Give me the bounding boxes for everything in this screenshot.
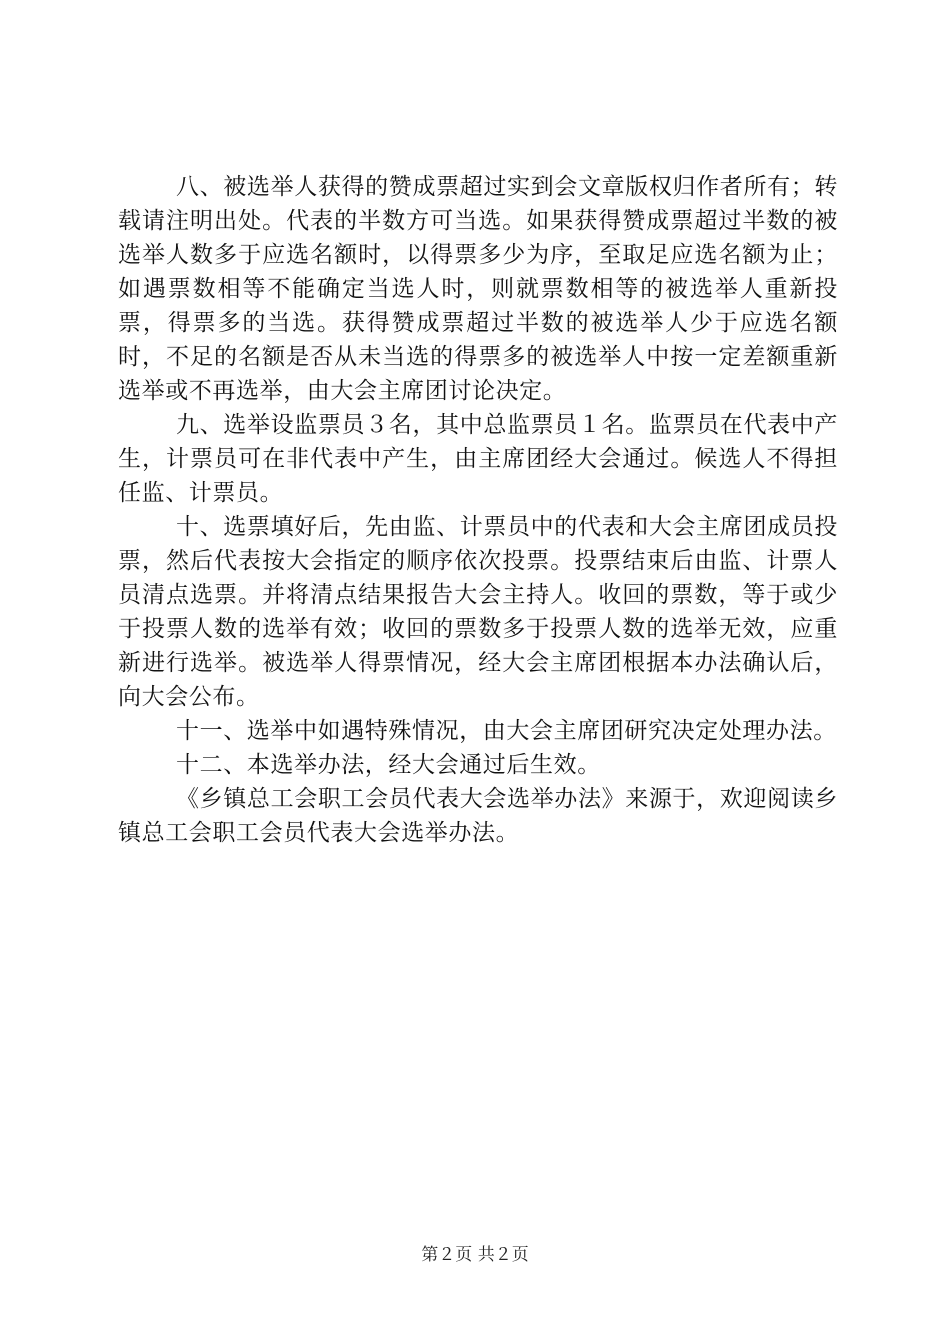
paragraph-article-8: 八、被选举人获得的赞成票超过实到会文章版权归作者所有；转载请注明出处。代表的半数方可当选。如果获得赞成票超过半数的被选举人数多于应选名额时，以得票多少为序，至取足应选名额为止；如遇票数相等不能确定当选人时，则就票数相等的被选举人重新投票，得票多的当选。获得赞成票超过半数的被选举人少于应选名额时，不足的名额是否从未当选的得票多的被选举人中按一定差额重新选举或不再选举，由大会主席团讨论决定。 — [118, 174, 838, 404]
paragraph-article-12: 十二、本选举办法，经大会通过后生效。 — [176, 752, 601, 778]
paragraph-article-11: 十一、选举中如遇特殊情况，由大会主席团研究决定处理办法。 — [176, 718, 837, 744]
document-body — [118, 170, 838, 850]
paragraph-source-note: 《乡镇总工会职工会员代表大会选举办法》来源于，欢迎阅读乡镇总工会职工会员代表大会选举办法。 — [118, 786, 838, 846]
paragraph-article-9: 九、选举设监票员３名，其中总监票员１名。监票员在代表中产生，计票员可在非代表中产生，由主席团经大会通过。候选人不得担任监、计票员。 — [118, 412, 838, 506]
paragraph-article-10: 十、选票填好后，先由监、计票员中的代表和大会主席团成员投票，然后代表按大会指定的顺序依次投票。投票结束后由监、计票人员清点选票。并将清点结果报告大会主持人。收回的票数，等于或少于投票人数的选举有效；收回的票数多于投票人数的选举无效，应重新进行选举。被选举人得票情况，经大会主席团根据本办法确认后，向大会公布。 — [118, 514, 838, 710]
page-number-footer: 第２页 共２页 — [421, 1245, 529, 1265]
